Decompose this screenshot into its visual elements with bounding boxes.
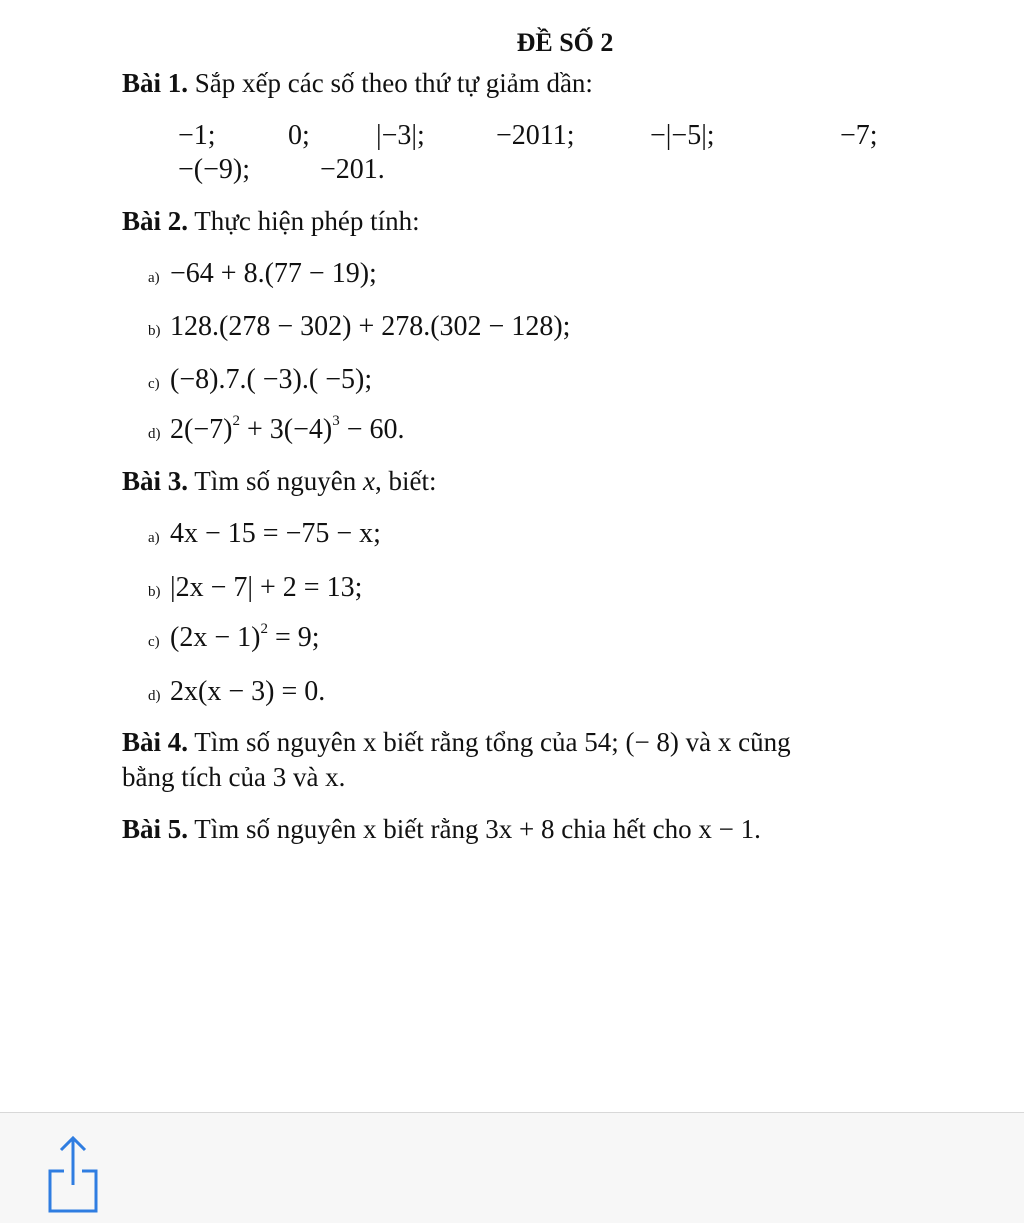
bai1-number: −(−9); <box>178 154 251 185</box>
item-label: c) <box>148 376 160 392</box>
item-expr: (−8).7.( −3).( −5); <box>170 364 373 395</box>
item-expr: |2x − 7| + 2 = 13; <box>170 572 363 603</box>
exponent: 3 <box>332 413 340 429</box>
bai3-text-end: , biết: <box>375 466 437 496</box>
item-label: a) <box>148 530 160 546</box>
item-expr-part: − 60. <box>339 414 405 445</box>
bai2-item-b <box>148 311 570 343</box>
bai1-number: −201. <box>320 154 385 185</box>
bai4-line1: Tìm số nguyên x biết rằng tổng của 54; (− 8) và x cũng <box>194 727 791 757</box>
bai3-heading <box>122 466 437 497</box>
item-label: c) <box>148 634 160 650</box>
bai3-item-a <box>148 518 381 550</box>
item-label: b) <box>148 584 161 600</box>
bai1-number: |−3|; <box>376 120 425 151</box>
exponent: 2 <box>232 413 240 429</box>
bai3-label: Bài 3. <box>122 466 189 496</box>
bai2-heading <box>122 206 420 237</box>
item-expr: 4x − 15 = −75 − x; <box>170 518 381 549</box>
bai4-line2: bằng tích của 3 và x. <box>122 762 346 792</box>
bai4-label: Bài 4. <box>122 727 189 757</box>
item-expr: 128.(278 − 302) + 278.(302 − 128); <box>170 311 571 342</box>
item-expr-part: 2(−7) <box>170 414 233 445</box>
bai5-text: Tìm số nguyên x biết rằng 3x + 8 chia hết cho x − 1. <box>194 814 761 844</box>
item-label: a) <box>148 270 160 286</box>
bai3-text: Tìm số nguyên <box>194 466 364 496</box>
item-label: d) <box>148 688 161 704</box>
bai2-item-a <box>148 258 377 290</box>
item-label: d) <box>148 426 161 442</box>
bai1-number: −2011; <box>496 120 575 151</box>
bai3-item-b <box>148 572 362 604</box>
bai1-number: 0; <box>288 120 310 151</box>
bai1-heading <box>122 68 593 99</box>
bai1-number: −1; <box>178 120 216 151</box>
item-label: b) <box>148 323 161 339</box>
bai2-text: Thực hiện phép tính: <box>194 206 420 236</box>
bai3-item-c <box>148 622 320 654</box>
item-expr: 2x(x − 3) = 0. <box>170 676 326 707</box>
item-expr-part: = 9; <box>267 622 320 653</box>
bai3-var: x <box>363 466 376 496</box>
bai1-number: −7; <box>840 120 878 151</box>
bai4-heading <box>122 727 791 758</box>
bai5-label: Bài 5. <box>122 814 189 844</box>
exponent: 2 <box>260 621 268 637</box>
item-expr-part: + 3(−4) <box>239 414 333 445</box>
bai2-label: Bài 2. <box>122 206 189 236</box>
document-title: ĐỀ SỐ 2 <box>516 28 614 57</box>
bai2-item-d <box>148 414 404 446</box>
bai1-text: Sắp xếp các số theo thứ tự giảm dần: <box>194 68 593 98</box>
bai1-number: −|−5|; <box>650 120 715 151</box>
bai2-item-c <box>148 364 372 396</box>
bai5-heading <box>122 814 761 845</box>
bai3-item-d <box>148 676 325 708</box>
share-icon[interactable] <box>46 1135 100 1215</box>
bottom-toolbar <box>0 1112 1024 1223</box>
item-expr: −64 + 8.(77 − 19); <box>170 258 377 289</box>
item-expr-part: (2x − 1) <box>170 622 261 653</box>
bai1-label: Bài 1. <box>122 68 189 98</box>
